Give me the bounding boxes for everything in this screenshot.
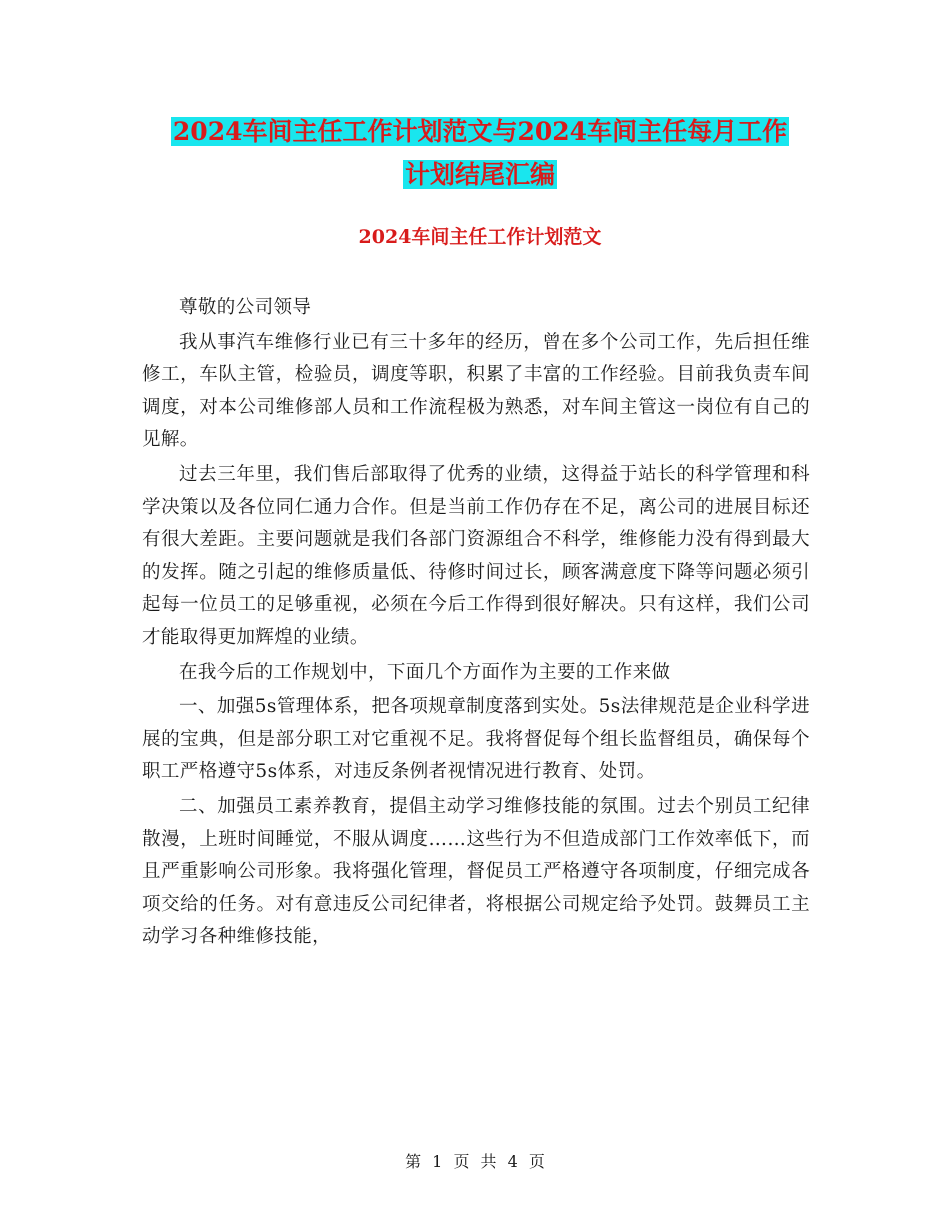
paragraph: 在我今后的工作规划中，下面几个方面作为主要的工作来做	[179, 661, 671, 683]
page-footer: 第 1 页 共 4 页	[405, 1152, 545, 1171]
document-title	[140, 110, 820, 196]
paragraph-salutation: 尊敬的公司领导	[179, 297, 312, 318]
paragraph: 二、加强员工素养教育，提倡主动学习维修技能的氛围。过去个别员工纪律散漫，上班时间睡觉，不服从调度……这些行为不但造成部门工作效率低下，而且严重影响公司形象。我将强化管理，督促员工严格遵守各项制度，仔细完成各项交给的任务。对有意违反公司纪律者，将根据公司规定给予处罚。鼓舞员工主动学习各种维修技能，	[142, 795, 810, 948]
paragraph: 过去三年里，我们售后部取得了优秀的业绩，这得益于站长的科学管理和科学决策以及各位同仁通力合作。但是当前工作仍存在不足，离公司的进展目标还有很大差距。主要问题就是我们各部门资源组合不科学，维修能力没有得到最大的发挥。随之引起的维修质量低、待修时间过长，顾客满意度下降等问题必须引起每一位员工的足够重视，必须在今后工作得到很好解决。只有这样，我们公司才能取得更加辉煌的业绩。	[142, 463, 810, 648]
section-title: 2024车间主任工作计划范文	[358, 226, 602, 248]
document-title-line-2: 计划结尾汇编	[404, 160, 555, 189]
document-title-line-1: 2024车间主任工作计划范文与2024车间主任每月工作	[172, 117, 788, 146]
document-body	[142, 292, 810, 956]
paragraph: 我从事汽车维修行业已有三十多年的经历，曾在多个公司工作，先后担任维修工，车队主管，检验员，调度等职，积累了丰富的工作经验。目前我负责车间调度，对本公司维修部人员和工作流程极为熟悉，对车间主管这一岗位有自己的见解。	[142, 331, 810, 451]
paragraph: 一、加强5s管理体系，把各项规章制度落到实处。5s法律规范是企业科学进展的宝典，但是部分职工对它重视不足。我将督促每个组长监督组员，确保每个职工严格遵守5s体系，对违反条例者视情况进行教育、处罚。	[142, 696, 810, 783]
